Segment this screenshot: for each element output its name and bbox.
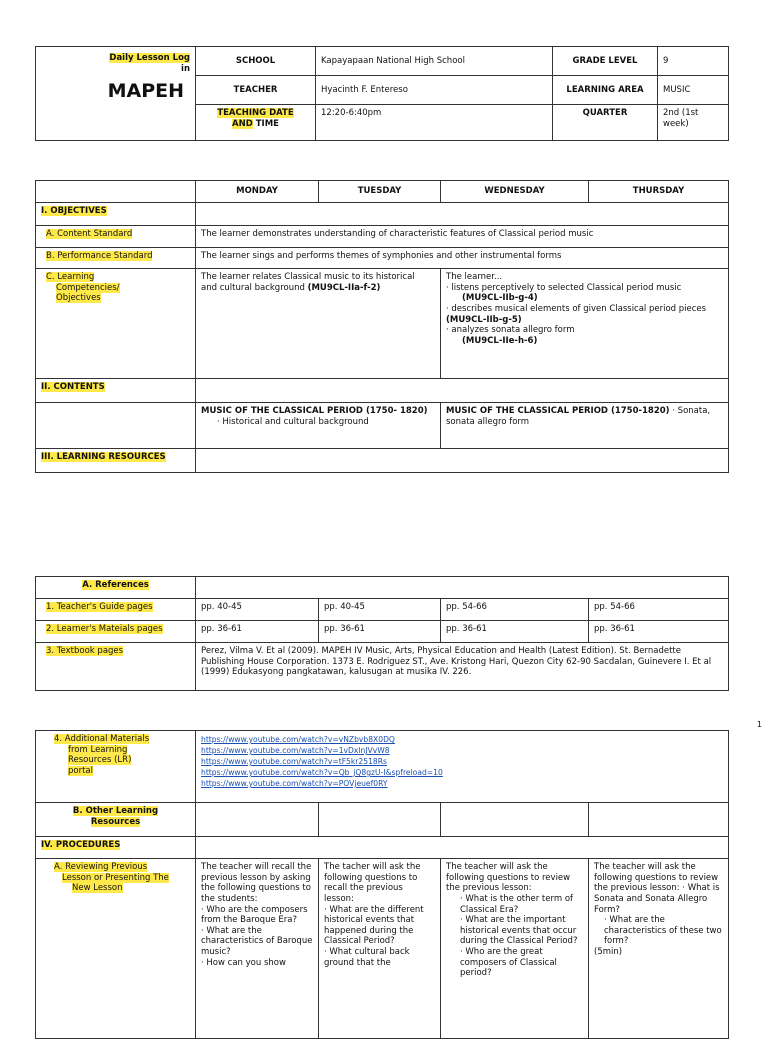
references-table — [35, 576, 729, 691]
resources-heading-cell — [36, 449, 196, 473]
contents-right-sub: · Sonata, sonata allegro form — [446, 406, 711, 427]
competency-3-code: (MU9CL-IIe-h-6) — [462, 335, 538, 346]
procedures-table — [35, 730, 729, 1039]
resources-heading: III. LEARNING RESOURCES — [41, 452, 166, 462]
date-label-1: TEACHING DATE — [217, 108, 294, 118]
review-label-cell — [36, 859, 196, 1039]
competencies-left-text: The learner relates Classical music to its historical and cultural background — [201, 272, 415, 293]
date-label-2: AND — [232, 118, 253, 129]
review-thursday-q1: · What are the characteristics of these two form? — [604, 915, 722, 947]
competencies-label-2: Competencies/ — [56, 282, 120, 293]
competency-3: · analyzes sonata allegro form — [446, 325, 575, 336]
review-label-2: Lesson or Presenting The — [62, 872, 169, 883]
review-label-3: New Lesson — [72, 883, 123, 894]
additional-label-3: Resources (LR) — [68, 755, 132, 766]
other-resources-label-cell — [36, 803, 196, 837]
additional-label-4: portal — [68, 765, 93, 776]
lm-thursday: pp. 36-61 — [589, 621, 729, 643]
competencies-left — [196, 269, 441, 379]
contents-empty — [196, 379, 729, 403]
review-label-1: A. Reviewing Previous — [54, 862, 148, 872]
review-wednesday-q1: · What is the other term of Classical Era? — [460, 893, 574, 915]
references-empty — [196, 577, 729, 599]
school-value: Kapayapaan National High School — [316, 47, 553, 76]
lm-tuesday: pp. 36-61 — [319, 621, 441, 643]
competencies-intro: The learner... — [446, 272, 503, 282]
review-monday-q1: · Who are the composers from the Baroque Era? — [201, 904, 308, 926]
additional-label-2: from Learning — [68, 744, 128, 755]
day-thursday: THURSDAY — [589, 181, 729, 203]
day-tuesday: TUESDAY — [319, 181, 441, 203]
grade-value: 9 — [658, 47, 729, 76]
contents-heading: II. CONTENTS — [41, 382, 105, 392]
other-tuesday — [319, 803, 441, 837]
contents-right-title: MUSIC OF THE CLASSICAL PERIOD (1750-1820) — [446, 406, 670, 416]
content-standard-label-cell — [36, 226, 196, 248]
review-thursday — [589, 859, 729, 1039]
school-label: SCHOOL — [196, 47, 316, 76]
procedures-empty — [196, 837, 729, 859]
quarter-label: QUARTER — [553, 105, 658, 141]
review-monday-intro: The teacher will recall the previous lesson by asking the following questions to the students: — [201, 862, 312, 904]
tg-thursday: pp. 54-66 — [589, 599, 729, 621]
tb-text: Perez, Vilma V. Et al (2009). MAPEH IV Music, Arts, Physical Education and Health (Latest Edition). St. Bernadette Publishing House Corporation. 1373 E. Rodriguez ST., Ave. Kristong Hari, Quezon City 62-90 Sacdalan, Guinevere I. Et al (1999) Edukasyong pangkatawan, kalusugan at musika IV. 226. — [196, 643, 729, 691]
review-thursday-intro: The teacher will ask the following questions to review the previous lesson: · What is Sonata and Sonata Allegro Form? — [594, 862, 720, 915]
other-resources-label-2: Resources — [90, 816, 141, 827]
quarter-value: 2nd (1st week) — [658, 105, 729, 141]
contents-left-sub: · Historical and cultural background — [217, 416, 369, 427]
objectives-empty — [196, 203, 729, 226]
review-tuesday-intro: The tacher will ask the following questions to recall the previous lesson: — [324, 862, 421, 904]
link-5[interactable]: https://www.youtube.com/watch?v=POVjeuef0RY — [201, 779, 388, 788]
subject-title: MAPEH — [107, 80, 184, 103]
procedures-heading: IV. PROCEDURES — [41, 840, 121, 850]
review-wednesday-q3: · Who are the great composers of Classical period? — [460, 947, 557, 979]
contents-heading-cell — [36, 379, 196, 403]
dll-in: in — [181, 63, 190, 74]
lm-label-cell — [36, 621, 196, 643]
review-tuesday — [319, 859, 441, 1039]
lm-wednesday: pp. 36-61 — [441, 621, 589, 643]
review-monday-q2: · What are the characteristics of Baroque music? — [201, 925, 313, 957]
contents-blank — [36, 403, 196, 449]
tb-label: 3. Textbook pages — [46, 646, 124, 656]
resources-empty — [196, 449, 729, 473]
review-wednesday — [441, 859, 589, 1039]
other-resources-label-1: B. Other Learning — [72, 806, 159, 816]
review-thursday-time: (5min) — [594, 947, 623, 957]
review-monday-q3: · How can you show — [201, 957, 286, 968]
corner-cell — [36, 181, 196, 203]
title-cell — [36, 47, 196, 141]
header-table — [35, 46, 729, 141]
tg-monday: pp. 40-45 — [196, 599, 319, 621]
tg-label: 1. Teacher's Guide pages — [46, 602, 153, 612]
date-label — [196, 105, 316, 141]
performance-standard-label: B. Performance Standard — [46, 251, 153, 261]
link-4[interactable]: https://www.youtube.com/watch?v=Qb_jQ8gzU-I&spfreload=10 — [201, 768, 443, 777]
tb-label-cell — [36, 643, 196, 691]
references-heading: A. References — [82, 580, 149, 590]
competencies-label-cell — [36, 269, 196, 379]
procedures-heading-cell — [36, 837, 196, 859]
performance-standard-label-cell — [36, 248, 196, 269]
content-standard-label: A. Content Standard — [46, 229, 133, 239]
competencies-label-3: Objectives — [56, 293, 101, 304]
tg-wednesday: pp. 54-66 — [441, 599, 589, 621]
objectives-table — [35, 180, 729, 473]
contents-left-title: MUSIC OF THE CLASSICAL PERIOD (1750- 1820) — [201, 406, 428, 416]
lm-label: 2. Learner's Mateials pages — [46, 624, 163, 634]
date-value: 12:20-6:40pm — [316, 105, 553, 141]
objectives-heading-cell — [36, 203, 196, 226]
review-wednesday-intro: The teacher will ask the following questions to review the previous lesson: — [446, 862, 571, 894]
area-value: MUSIC — [658, 76, 729, 105]
additional-links — [196, 731, 729, 803]
lm-monday: pp. 36-61 — [196, 621, 319, 643]
day-wednesday: WEDNESDAY — [441, 181, 589, 203]
tg-label-cell — [36, 599, 196, 621]
references-heading-cell — [36, 577, 196, 599]
teacher-label: TEACHER — [196, 76, 316, 105]
link-1[interactable]: https://www.youtube.com/watch?v=vNZbvb8X0DQ — [201, 735, 395, 744]
contents-right — [441, 403, 729, 449]
competencies-right — [441, 269, 729, 379]
tg-tuesday: pp. 40-45 — [319, 599, 441, 621]
dll-title: Daily Lesson Log — [109, 53, 190, 63]
other-wednesday — [441, 803, 589, 837]
link-3[interactable]: https://www.youtube.com/watch?v=tF5kr2518Rs — [201, 757, 387, 766]
competency-2: · describes musical elements of given Classical period pieces — [446, 303, 707, 314]
area-label: LEARNING AREA — [553, 76, 658, 105]
other-thursday — [589, 803, 729, 837]
review-tuesday-q1: · What are the different historical events that happened during the Classical Period? — [324, 904, 424, 947]
page-number: 1 — [756, 720, 762, 729]
review-monday — [196, 859, 319, 1039]
other-monday — [196, 803, 319, 837]
additional-label-1: 4. Additional Materials — [54, 734, 150, 744]
contents-left — [196, 403, 441, 449]
link-2[interactable]: https://www.youtube.com/watch?v=1vDxlnJVvW8 — [201, 746, 390, 755]
performance-standard-text: The learner sings and performs themes of symphonies and other instrumental forms — [196, 248, 729, 269]
teacher-value: Hyacinth F. Entereso — [316, 76, 553, 105]
competency-1-code: (MU9CL-IIb-g-4) — [462, 293, 538, 304]
day-monday: MONDAY — [196, 181, 319, 203]
competencies-left-code: (MU9CL-IIa-f-2) — [307, 282, 381, 293]
objectives-heading: I. OBJECTIVES — [41, 206, 107, 216]
grade-label: GRADE LEVEL — [553, 47, 658, 76]
date-label-3: TIME — [255, 118, 279, 129]
additional-label-cell — [36, 731, 196, 803]
review-wednesday-q2: · What are the important historical events that occur during the Classical Period? — [460, 915, 578, 947]
review-tuesday-q2: · What cultural back ground that the — [324, 947, 410, 968]
competency-2-code: (MU9CL-IIb-g-5) — [446, 314, 522, 325]
competencies-label-1: C. Learning — [46, 272, 95, 282]
competency-1: · listens perceptively to selected Classical period music — [446, 282, 682, 293]
content-standard-text: The learner demonstrates understanding of characteristic features of Classical period music — [196, 226, 729, 248]
